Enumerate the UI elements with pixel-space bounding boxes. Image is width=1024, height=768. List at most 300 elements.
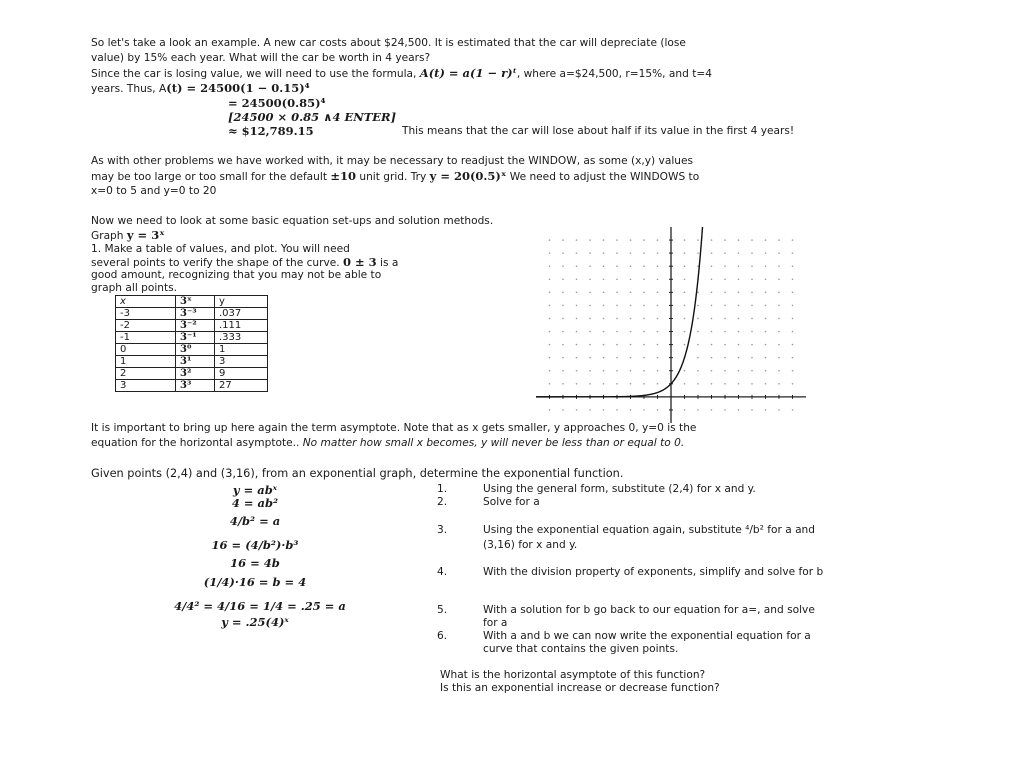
- grid-dot: [589, 252, 591, 254]
- grid-dot: [751, 331, 753, 333]
- grid-dot: [549, 252, 551, 254]
- grid-dot: [778, 409, 780, 411]
- step-text: Using the general form, substitute (2,4) for x and y.: [483, 483, 756, 495]
- grid-dot: [778, 344, 780, 346]
- graph-equation: y = 3ˣ: [126, 228, 165, 242]
- work-line: 16 = 4b: [230, 556, 280, 570]
- grid-dot: [657, 370, 659, 372]
- grid-dot: [616, 370, 618, 372]
- grid-dot: [778, 292, 780, 294]
- grid-dot: [549, 278, 551, 280]
- grid-dot: [711, 292, 713, 294]
- intro-line-3b: , where a=$24,500, r=15%, and t=4: [516, 68, 712, 80]
- grid-dot: [576, 292, 578, 294]
- grid-dot: [616, 409, 618, 411]
- intro-note: This means that the car will lose about half if its value in the first 4 years!: [402, 125, 795, 137]
- grid-dot: [630, 344, 632, 346]
- intro-line-3a: Since the car is losing value, we will need to use the formula,: [91, 68, 420, 80]
- grid-dot: [751, 357, 753, 359]
- grid-dot: [711, 265, 713, 267]
- step-text: (3,16) for x and y.: [483, 539, 578, 551]
- grid-dot: [549, 239, 551, 241]
- exponential-curve: [536, 227, 703, 397]
- grid-dot: [657, 265, 659, 267]
- grid-dot: [562, 370, 564, 372]
- grid-dot: [765, 252, 767, 254]
- window-line-3: x=0 to 5 and y=0 to 20: [91, 185, 217, 197]
- grid-dot: [549, 409, 551, 411]
- question-increase-decrease: Is this an exponential increase or decrease function?: [440, 682, 720, 694]
- grid-dot: [738, 344, 740, 346]
- grid-dot: [576, 409, 578, 411]
- grid-dot: [751, 292, 753, 294]
- grid-dot: [576, 305, 578, 307]
- grid-dot: [643, 292, 645, 294]
- grid-dot: [562, 409, 564, 411]
- exponential-graph: [536, 227, 806, 423]
- grid-dot: [603, 318, 605, 320]
- grid-dot: [562, 357, 564, 359]
- graph-label: Graph: [91, 230, 127, 242]
- grid-dot: [724, 265, 726, 267]
- intro-line-3: [91, 67, 712, 81]
- table-cell: 0: [116, 344, 176, 356]
- instr-line-1: 1. Make a table of values, and plot. You will need: [91, 243, 350, 255]
- grid-dot: [738, 370, 740, 372]
- grid-dot: [589, 292, 591, 294]
- grid-dot: [751, 383, 753, 385]
- grid-dot: [724, 331, 726, 333]
- asymptote-line-2: [91, 437, 684, 450]
- grid-dot: [576, 357, 578, 359]
- points-heading: Given points (2,4) and (3,16), from an exponential graph, determine the exponential function.: [91, 467, 624, 480]
- grid-dot: [657, 409, 659, 411]
- grid-dot: [778, 331, 780, 333]
- grid-dot: [562, 318, 564, 320]
- calc-step-3: [24500 × 0.85 ∧4 ENTER]: [228, 110, 397, 124]
- grid-dot: [738, 409, 740, 411]
- grid-dot: [603, 239, 605, 241]
- step-text: With the division property of exponents, simplify and solve for b: [483, 566, 824, 578]
- grid-dot: [643, 331, 645, 333]
- grid-dot: [738, 357, 740, 359]
- grid-dot: [792, 292, 794, 294]
- step-text: for a: [483, 617, 508, 629]
- grid-dot: [643, 318, 645, 320]
- grid-dot: [697, 305, 699, 307]
- table-row: [116, 356, 268, 368]
- intro-line-4: [91, 82, 310, 96]
- grid-dot: [711, 409, 713, 411]
- grid-dot: [684, 252, 686, 254]
- instr-line-2: [91, 256, 398, 270]
- work-line: y = abˣ: [232, 483, 278, 497]
- grid-dot: [603, 292, 605, 294]
- grid-dot: [643, 383, 645, 385]
- instr-line-2a: several points to verify the shape of the curve.: [91, 257, 343, 269]
- grid-dot: [630, 252, 632, 254]
- grid-dot: [738, 239, 740, 241]
- grid-dot: [657, 239, 659, 241]
- grid-dot: [711, 278, 713, 280]
- grid-dot: [576, 318, 578, 320]
- grid-dot: [603, 265, 605, 267]
- grid-dot: [765, 383, 767, 385]
- step-number: 6.: [437, 630, 448, 642]
- grid-dot: [697, 383, 699, 385]
- grid-dot: [549, 331, 551, 333]
- grid-dot: [765, 331, 767, 333]
- grid-dot: [711, 357, 713, 359]
- grid-dot: [711, 344, 713, 346]
- grid-dot: [684, 305, 686, 307]
- grid-dot: [751, 265, 753, 267]
- work-line: 4/4² = 4/16 = 1/4 = .25 = a: [174, 599, 346, 613]
- grid-dot: [657, 278, 659, 280]
- grid-dot: [792, 370, 794, 372]
- grid-dot: [724, 357, 726, 359]
- window-pm: ±10: [330, 169, 356, 183]
- grid-dot: [643, 409, 645, 411]
- grid-dot: [765, 305, 767, 307]
- grid-dot: [697, 331, 699, 333]
- intro-line-4a: years. Thus, A: [91, 83, 167, 95]
- work-line: y = .25(4)ˣ: [221, 615, 289, 629]
- grid-dot: [616, 252, 618, 254]
- question-asymptote: What is the horizontal asymptote of this function?: [440, 669, 706, 681]
- grid-dot: [630, 292, 632, 294]
- grid-dot: [697, 344, 699, 346]
- step-text: With a solution for b go back to our equation for a=, and solve: [483, 604, 815, 616]
- grid-dot: [562, 265, 564, 267]
- grid-dot: [711, 239, 713, 241]
- depreciation-formula: A(t) = a(1 − r)ᵗ: [419, 66, 517, 80]
- table-cell: -2: [116, 320, 176, 332]
- grid-dot: [778, 305, 780, 307]
- grid-dot: [616, 344, 618, 346]
- grid-dot: [697, 409, 699, 411]
- grid-dot: [562, 383, 564, 385]
- grid-dot: [589, 278, 591, 280]
- grid-dot: [630, 383, 632, 385]
- grid-dot: [616, 357, 618, 359]
- grid-dot: [684, 409, 686, 411]
- grid-dot: [765, 344, 767, 346]
- grid-dot: [562, 305, 564, 307]
- step-text: Solve for a: [483, 496, 540, 508]
- calc-step-4: ≈ $12,789.15: [228, 124, 314, 138]
- grid-dot: [724, 252, 726, 254]
- grid-dot: [630, 265, 632, 267]
- grid-dot: [576, 344, 578, 346]
- window-line-2a: may be too large or too small for the default: [91, 171, 331, 183]
- grid-dot: [603, 278, 605, 280]
- intro-line-1: So let's take a look an example. A new car costs about $24,500. It is estimated that the car will depreciate (lose: [91, 37, 686, 49]
- grid-dot: [549, 357, 551, 359]
- grid-dot: [630, 331, 632, 333]
- table-cell: .111: [215, 320, 268, 332]
- grid-dot: [630, 357, 632, 359]
- grid-dot: [684, 292, 686, 294]
- grid-dot: [603, 357, 605, 359]
- work-line: 16 = (4/b²)·b³: [211, 538, 299, 552]
- grid-dot: [657, 252, 659, 254]
- grid-dot: [751, 318, 753, 320]
- grid-dot: [711, 318, 713, 320]
- grid-dot: [697, 370, 699, 372]
- grid-dot: [684, 331, 686, 333]
- grid-dot: [616, 265, 618, 267]
- grid-dot: [724, 278, 726, 280]
- grid-dot: [765, 292, 767, 294]
- table-cell: 1: [116, 356, 176, 368]
- grid-dot: [576, 265, 578, 267]
- table-cell: 1: [215, 344, 268, 356]
- table-cell: 3⁻¹: [176, 332, 215, 344]
- grid-dot: [711, 252, 713, 254]
- grid-dot: [657, 357, 659, 359]
- calc-step-2: = 24500(0.85)⁴: [228, 96, 326, 110]
- grid-dot: [589, 383, 591, 385]
- grid-dot: [616, 331, 618, 333]
- grid-dot: [738, 383, 740, 385]
- grid-dot: [616, 318, 618, 320]
- grid-dot: [549, 318, 551, 320]
- grid-dot: [589, 357, 591, 359]
- grid-dot: [724, 305, 726, 307]
- grid-dot: [724, 383, 726, 385]
- grid-dot: [589, 344, 591, 346]
- basic-line-1: Now we need to look at some basic equation set-ups and solution methods.: [91, 215, 494, 227]
- grid-dot: [657, 383, 659, 385]
- grid-dot: [603, 409, 605, 411]
- step-number: 5.: [437, 604, 448, 616]
- table-cell: .037: [215, 308, 268, 320]
- window-line-1: As with other problems we have worked with, it may be necessary to readjust the WINDOW, as some (x,y) values: [91, 155, 694, 167]
- grid-dot: [792, 357, 794, 359]
- grid-dot: [751, 239, 753, 241]
- grid-dot: [549, 265, 551, 267]
- grid-dot: [576, 370, 578, 372]
- grid-dot: [562, 278, 564, 280]
- grid-dot: [589, 265, 591, 267]
- grid-dot: [778, 239, 780, 241]
- grid-dot: [724, 344, 726, 346]
- grid-dot: [765, 409, 767, 411]
- window-line-2c: We need to adjust the WINDOWS to: [506, 171, 700, 183]
- table-cell: 3⁻²: [176, 320, 215, 332]
- grid-dot: [792, 239, 794, 241]
- instr-line-2c: is a: [376, 257, 399, 269]
- table-row: [116, 308, 268, 320]
- grid-dot: [576, 331, 578, 333]
- window-eq: y = 20(0.5)ˣ: [429, 169, 507, 183]
- intro-line-2: value) by 15% each year. What will the car be worth in 4 years?: [91, 52, 431, 64]
- grid-dot: [738, 331, 740, 333]
- grid-dot: [589, 239, 591, 241]
- grid-dot: [616, 292, 618, 294]
- grid-dot: [630, 318, 632, 320]
- grid-dot: [711, 383, 713, 385]
- grid-dot: [684, 370, 686, 372]
- grid-dot: [616, 383, 618, 385]
- values-table: [115, 295, 268, 392]
- table-header: x: [116, 296, 176, 308]
- grid-dot: [738, 305, 740, 307]
- table-header: y: [215, 296, 268, 308]
- grid-dot: [576, 278, 578, 280]
- grid-dot: [549, 305, 551, 307]
- grid-dot: [657, 344, 659, 346]
- grid-dot: [724, 370, 726, 372]
- grid-dot: [643, 344, 645, 346]
- window-line-2: [91, 170, 699, 184]
- grid-dot: [630, 278, 632, 280]
- grid-dot: [724, 292, 726, 294]
- step-text: curve that contains the given points.: [483, 643, 679, 655]
- step-number: 1.: [437, 483, 448, 495]
- grid-dot: [562, 331, 564, 333]
- grid-dot: [603, 331, 605, 333]
- grid-dot: [792, 318, 794, 320]
- grid-dot: [616, 239, 618, 241]
- grid-dot: [657, 318, 659, 320]
- grid-dot: [697, 357, 699, 359]
- grid-dot: [576, 239, 578, 241]
- grid-dot: [778, 252, 780, 254]
- grid-dot: [643, 357, 645, 359]
- grid-dot: [603, 305, 605, 307]
- table-cell: -3: [116, 308, 176, 320]
- grid-dot: [751, 278, 753, 280]
- asymptote-line-1: It is important to bring up here again the term asymptote. Note that as x gets smaller, y approaches 0, y=0 is the: [91, 422, 697, 434]
- grid-dot: [657, 292, 659, 294]
- grid-dot: [751, 370, 753, 372]
- grid-dot: [643, 265, 645, 267]
- table-row: [116, 368, 268, 380]
- grid-dot: [562, 292, 564, 294]
- grid-dot: [765, 239, 767, 241]
- grid-dot: [778, 278, 780, 280]
- grid-dot: [792, 331, 794, 333]
- grid-dot: [684, 344, 686, 346]
- grid-dot: [630, 409, 632, 411]
- grid-dot: [778, 357, 780, 359]
- grid-dot: [684, 265, 686, 267]
- grid-dot: [724, 318, 726, 320]
- grid-dot: [576, 252, 578, 254]
- table-cell: 2: [116, 368, 176, 380]
- grid-dot: [751, 344, 753, 346]
- instr-range: 0 ± 3: [343, 255, 377, 269]
- calc-step-1: (t) = 24500(1 − 0.15)⁴: [166, 81, 310, 95]
- grid-dot: [603, 344, 605, 346]
- table-cell: 3⁻³: [176, 308, 215, 320]
- grid-dot: [778, 318, 780, 320]
- step-number: 2.: [437, 496, 448, 508]
- table-cell: 3: [116, 380, 176, 392]
- grid-dot: [751, 252, 753, 254]
- grid-dot: [765, 278, 767, 280]
- grid-dot: [684, 278, 686, 280]
- grid-dot: [792, 383, 794, 385]
- step-number: 4.: [437, 566, 448, 578]
- grid-dot: [643, 370, 645, 372]
- grid-dot: [792, 409, 794, 411]
- table-cell: 27: [215, 380, 268, 392]
- grid-dot: [657, 305, 659, 307]
- table-row: [116, 320, 268, 332]
- grid-dot: [765, 318, 767, 320]
- grid-dot: [643, 278, 645, 280]
- grid-dot: [589, 409, 591, 411]
- grid-dot: [697, 252, 699, 254]
- grid-dot: [738, 292, 740, 294]
- grid-dot: [562, 344, 564, 346]
- grid-dot: [751, 409, 753, 411]
- grid-dot: [765, 370, 767, 372]
- grid-dot: [603, 252, 605, 254]
- grid-dot: [792, 305, 794, 307]
- graph-heading: [91, 229, 165, 243]
- grid-dot: [589, 331, 591, 333]
- step-text: Using the exponential equation again, substitute ⁴/b² for a and: [483, 524, 815, 536]
- table-row: [116, 332, 268, 344]
- grid-dot: [765, 357, 767, 359]
- step-text: With a and b we can now write the exponential equation for a: [483, 630, 811, 642]
- grid-dot: [684, 318, 686, 320]
- grid-dot: [778, 370, 780, 372]
- grid-dot: [684, 239, 686, 241]
- table-header-row: [116, 296, 268, 308]
- grid-dot: [738, 278, 740, 280]
- step-number: 3.: [437, 524, 448, 536]
- table-cell: 3⁰: [176, 344, 215, 356]
- grid-dot: [562, 252, 564, 254]
- table-row: [116, 344, 268, 356]
- grid-dot: [630, 305, 632, 307]
- table-cell: -1: [116, 332, 176, 344]
- grid-dot: [697, 239, 699, 241]
- grid-dot: [603, 370, 605, 372]
- window-line-2b: unit grid. Try: [356, 171, 430, 183]
- work-line: 4 = ab²: [231, 496, 279, 510]
- grid-dot: [589, 305, 591, 307]
- grid-dot: [711, 305, 713, 307]
- grid-dot: [792, 344, 794, 346]
- grid-dot: [589, 318, 591, 320]
- grid-dot: [549, 370, 551, 372]
- table-row: [116, 380, 268, 392]
- grid-dot: [751, 305, 753, 307]
- work-line: (1/4)·16 = b = 4: [203, 575, 307, 589]
- grid-dot: [792, 252, 794, 254]
- grid-dot: [738, 252, 740, 254]
- grid-dot: [724, 239, 726, 241]
- grid-dot: [549, 383, 551, 385]
- grid-dot: [711, 370, 713, 372]
- grid-dot: [576, 383, 578, 385]
- grid-dot: [630, 239, 632, 241]
- grid-dot: [603, 383, 605, 385]
- grid-dot: [643, 239, 645, 241]
- grid-dot: [549, 292, 551, 294]
- grid-dot: [697, 292, 699, 294]
- grid-dot: [643, 305, 645, 307]
- grid-dot: [684, 383, 686, 385]
- grid-dot: [738, 265, 740, 267]
- grid-dot: [657, 331, 659, 333]
